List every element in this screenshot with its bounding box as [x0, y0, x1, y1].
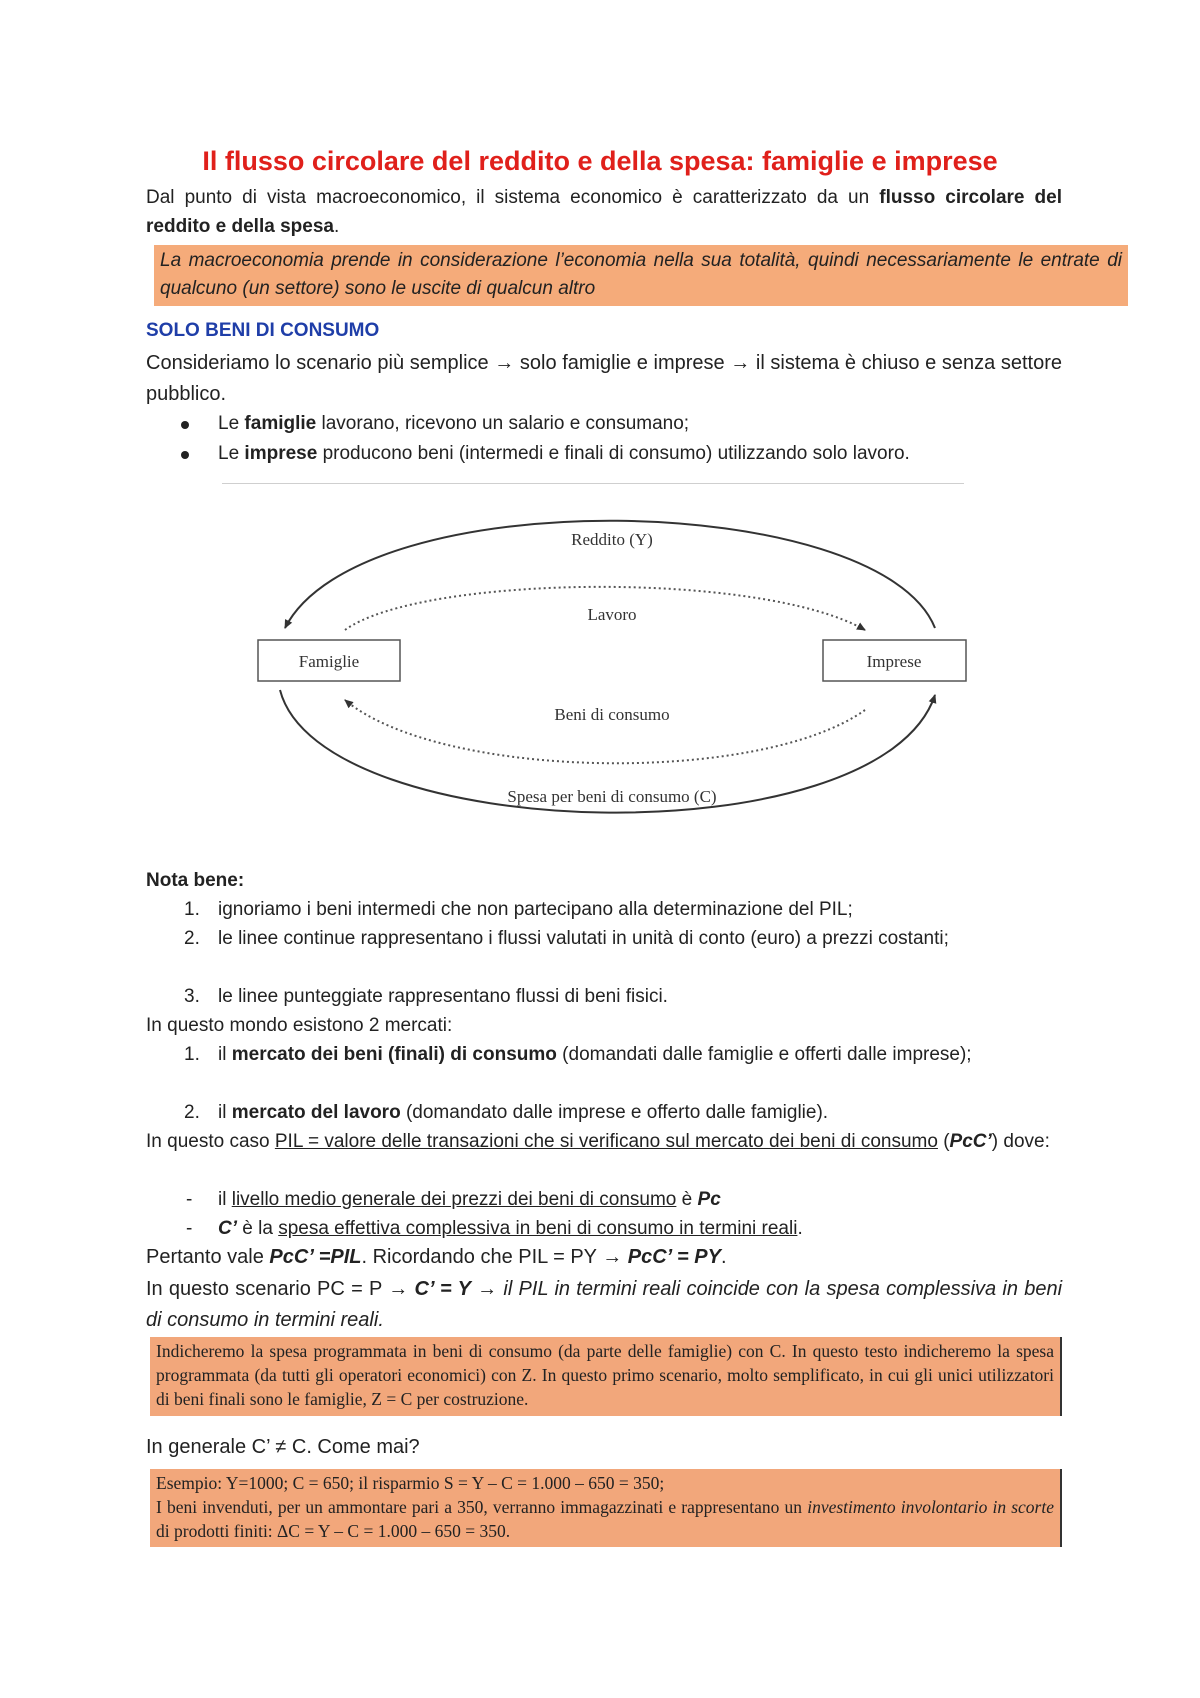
macro-callout: La macroeconomia prende in considerazione l’economia nella sua totalità, quindi necessariamente le entrate di qualcuno (un settore) sono le uscite di qualcun altro — [154, 245, 1128, 306]
esempio-italic: investimento involontario in scorte — [807, 1497, 1054, 1517]
generale-line: In generale C’ ≠ C. Come mai? — [146, 1436, 420, 1458]
imprese-label: Imprese — [866, 652, 922, 671]
section-heading: SOLO BENI DI CONSUMO — [146, 320, 380, 341]
spesa-label: Spesa per beni di consumo (C) — [507, 787, 717, 806]
pil-definition: PIL = valore delle transazioni che si verificano sul mercato dei beni di consumo — [274, 1131, 938, 1152]
bullet-bold: famiglie — [244, 413, 317, 434]
bullet-dot-icon — [181, 451, 189, 459]
intro-bold: flusso circolare del reddito e della spesa — [146, 187, 1062, 237]
spesa-programmata-box: Indicheremo la spesa programmata in beni di consumo (da parte delle famiglie) con C. In questo testo indicheremo la spesa programmata (da tutti gli operatori economici) con Z. In questo primo scenario, molto semplificato, in cui gli unici utilizzatori di beni finali sono le famiglie, Z = C per costruzione. — [150, 1337, 1062, 1416]
divider — [222, 483, 964, 484]
esempio-box: Esempio: Y=1000; C = 650; il risparmio S = Y – C = 1.000 – 650 = 350; I beni invenduti, per un ammontare pari a 350, verranno immagazzinati e rappresentano un investimento involontario in scorte di prodotti finiti: ΔC = Y – C = 1.000 – 650 = 350. — [150, 1469, 1062, 1547]
pil-paragraph: In questo caso PIL = valore delle transazioni che si verificano sul mercato dei beni di consumo (PcC’) dove: — [146, 1131, 1050, 1152]
intro-end: . — [333, 216, 340, 237]
scenario-paragraph: Consideriamo lo scenario più semplice → solo famiglie e imprese → il sistema è chiuso e senza settore pubblico. — [146, 352, 1062, 405]
bullet-dot-icon — [181, 421, 189, 429]
famiglie-label: Famiglie — [298, 652, 360, 671]
scenario2-paragraph: In questo scenario PC = P → C’ = Y → il PIL in termini reali coincide con la spesa complessiva in beni di consumo in termini reali. — [146, 1278, 1063, 1331]
beni-label: Beni di consumo — [554, 705, 670, 724]
intro-paragraph — [146, 183, 1062, 241]
circular-flow-diagram — [240, 500, 980, 845]
markets-intro: In questo mondo esistono 2 mercati: — [146, 1015, 453, 1036]
market-bold: mercato del lavoro — [231, 1102, 401, 1123]
pil-formula: PcC’ — [949, 1131, 992, 1152]
document-page: Il flusso circolare del reddito e della spesa: famiglie e imprese Dal punto di vista macroeconomico, il sistema economico è caratterizzato da un flusso circolare del reddito e della spesa. La macroeconomia prende in considerazione l’economia nella sua totalità, quindi necessariamente le entrate di qualcuno (un settore) sono le uscite di qualcun altro SOLO BENI DI CONSUMO Consideriamo lo scenario più semplice → solo famiglie e imprese → il sistema è chiuso e senza settore pubblico. Le famiglie lavorano, ricevono un salario e consumano; Le imprese producono beni (intermedi e finali di consumo) utilizzando solo lavoro. Famiglie Imprese Reddito (Y) Lavoro Beni di consumo Spesa per beni di consumo (C) Nota bene: 1. ignoriamo i beni intermedi che non partecipano alla determinazione del PIL; 2. le linee continue rappresentano i flussi valutati in unità di conto (euro) a prezzi costanti; 3. le linee punteggiate rappresentano flussi di beni fisici. In questo mondo esistono 2 mercati: 1. il mercato dei beni (finali) di consumo (domandati dalle famiglie e offerti dalle imprese); 2. il mercato del lavoro (domandato dalle imprese e offerto dalle famiglie). In questo caso PIL = valore delle transazioni che si verificano sul mercato dei beni di consumo (PcC’) dove: - il livello medio generale dei prezzi dei beni di consumo è Pc - C’ è la spesa effettiva complessiva in beni di consumo in termini reali. Pertanto vale PcC’ =PIL. Ricordando che PIL = PY → PcC’ = PY. In questo scenario PC = P → C’ = Y → il PIL in termini reali coincide con la spesa complessiva in beni di consumo in termini reali. Indicheremo la spesa programmata in beni di consumo (da parte delle famiglie) con C. In questo testo indicheremo la spesa programmata (da tutti gli operatori economici) con Z. In questo primo scenario, molto semplificato, in cui gli unici utilizzatori di beni finali sono le famiglie, Z = C per costruzione. In generale C’ ≠ C. Come mai? Esempio: Y=1000; C = 650; il risparmio S = Y – C = 1.000 – 650 = 350; I beni invenduti, per un ammontare pari a 350, verranno immagazzinati e rappresentano un investimento involontario in scorte di prodotti finiti: ΔC = Y – C = 1.000 – 650 = 350. — [0, 0, 1200, 1698]
bullet-bold: imprese — [244, 443, 318, 464]
intro-text: Dal punto di vista macroeconomico, il sistema economico è caratterizzato da un — [146, 187, 880, 208]
page-title: Il flusso circolare del reddito e della spesa: famiglie e imprese — [202, 146, 998, 176]
esempio-line1: Esempio: Y=1000; C = 650; il risparmio S = Y – C = 1.000 – 650 = 350; — [156, 1473, 665, 1493]
lavoro-label: Lavoro — [587, 605, 637, 624]
nota-bene-label: Nota bene: — [146, 870, 245, 891]
pertanto-line: Pertanto vale PcC’ =PIL. Ricordando che PIL = PY → PcC’ = PY. — [146, 1246, 727, 1268]
reddito-label: Reddito (Y) — [571, 530, 653, 549]
market-bold: mercato dei beni (finali) di consumo — [231, 1044, 557, 1065]
